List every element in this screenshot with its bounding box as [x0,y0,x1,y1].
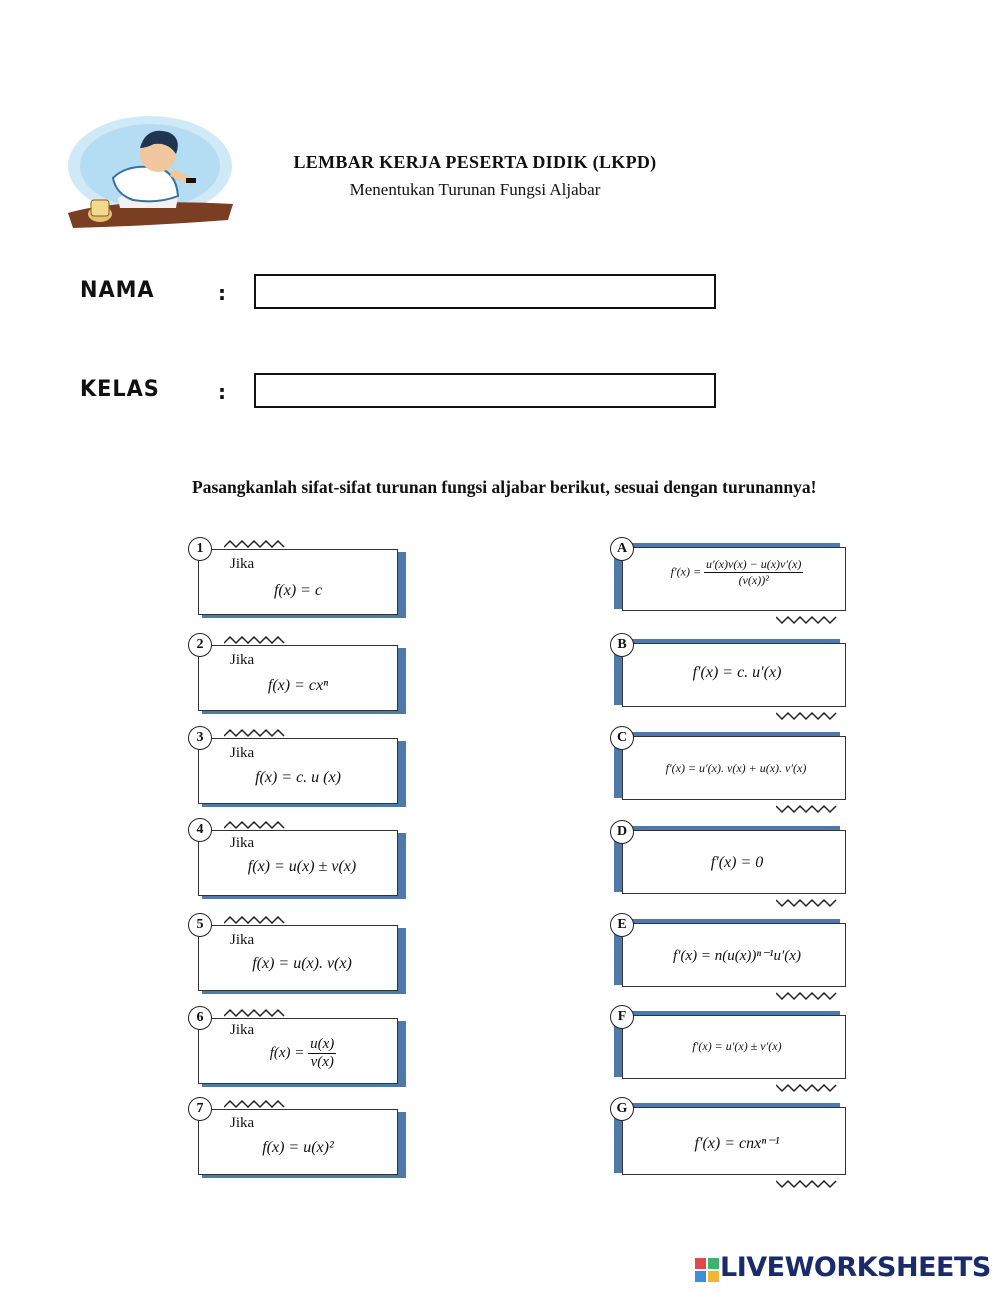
zigzag-decoration [224,1099,286,1109]
name-colon: : [218,281,226,305]
name-input[interactable] [254,274,716,309]
right-item-g[interactable] [610,1097,850,1193]
fraction-denominator: (v(x))² [738,573,769,587]
zigzag-decoration [224,1008,286,1018]
formula: f′(x) = u′(x). v(x) + u(x). v′(x) [665,761,807,775]
student-illustration [58,108,238,238]
letter-badge: B [610,633,634,657]
letter-badge: F [610,1005,634,1029]
zigzag-decoration [224,820,286,830]
zigzag-decoration [224,539,286,549]
formula: f′(x) = 0 [710,854,764,871]
jika-label: Jika [230,932,255,948]
zigzag-decoration [776,1083,838,1093]
letter-badge: E [610,913,634,937]
right-item-f[interactable] [610,1005,850,1097]
right-item-d[interactable] [610,820,850,912]
formula: f(x) = c [273,582,323,599]
formula [228,1036,378,1071]
formula: f(x) = u(x). v(x) [252,955,352,972]
formula: f(x) = u(x) ± v(x) [247,858,357,875]
jika-label: Jika [230,1022,255,1038]
fraction [704,557,803,588]
zigzag-decoration [224,635,286,645]
number-badge: 3 [188,726,212,750]
number-badge: 5 [188,913,212,937]
number-badge: 1 [188,537,212,561]
formula: f(x) = c. u (x) [255,769,341,786]
formula: f(x) = u(x)² [262,1139,334,1156]
fraction-numerator: u(x) [310,1036,335,1052]
left-item-6[interactable] [188,1006,410,1092]
page-title: LEMBAR KERJA PESERTA DIDIK (LKPD) [293,152,657,172]
right-item-b[interactable] [610,633,850,725]
left-item-5[interactable] [188,913,410,999]
jika-label: Jika [230,835,255,851]
zigzag-decoration [776,1179,838,1189]
formula: f′(x) = cnxⁿ⁻¹ [694,1135,780,1152]
formula-prefix: f′(x) = [670,564,702,579]
letter-badge: A [610,537,634,561]
letter-badge: G [610,1097,634,1121]
right-item-c[interactable] [610,726,850,818]
formula: f(x) = cxⁿ [267,677,329,694]
left-item-2[interactable] [188,633,410,719]
formula [632,557,842,588]
formula: f′(x) = n(u(x))ⁿ⁻¹u′(x) [673,948,801,964]
fraction-denominator: v(x) [310,1054,334,1070]
name-label: NAMA [80,278,155,303]
fraction-numerator: u′(x)v(x) − u(x)v′(x) [706,557,802,571]
class-label: KELAS [80,377,160,402]
zigzag-decoration [776,711,838,721]
number-badge: 4 [188,818,212,842]
zigzag-decoration [776,804,838,814]
right-item-e[interactable] [610,913,850,1005]
logo-text: LIVEWORKSHEETS [720,1252,991,1283]
jika-label: Jika [230,1115,255,1131]
class-colon: : [218,380,226,404]
letter-badge: D [610,820,634,844]
number-badge: 6 [188,1006,212,1030]
formula-prefix: f(x) = [269,1044,305,1061]
page-subtitle: Menentukan Turunan Fungsi Aljabar [349,180,601,199]
zigzag-decoration [224,915,286,925]
logo-icon [694,1257,720,1283]
zigzag-decoration [776,898,838,908]
jika-label: Jika [230,745,255,761]
zigzag-decoration [224,728,286,738]
formula: f′(x) = c. u′(x) [692,664,782,681]
left-item-3[interactable] [188,726,410,812]
letter-badge: C [610,726,634,750]
liveworksheets-logo[interactable] [694,1252,990,1286]
left-item-4[interactable] [188,818,410,904]
left-item-1[interactable] [188,537,410,623]
number-badge: 2 [188,633,212,657]
jika-label: Jika [230,556,255,572]
formula: f′(x) = u′(x) ± v′(x) [692,1039,782,1053]
class-input[interactable] [254,373,716,408]
zigzag-decoration [776,615,838,625]
zigzag-decoration [776,991,838,1001]
number-badge: 7 [188,1097,212,1121]
fraction [308,1036,336,1071]
left-item-7[interactable] [188,1097,410,1183]
jika-label: Jika [230,652,255,668]
right-item-a[interactable] [610,537,850,629]
instruction-text: Pasangkanlah sifat-sifat turunan fungsi aljabar berikut, sesuai dengan turunannya! [192,477,817,497]
